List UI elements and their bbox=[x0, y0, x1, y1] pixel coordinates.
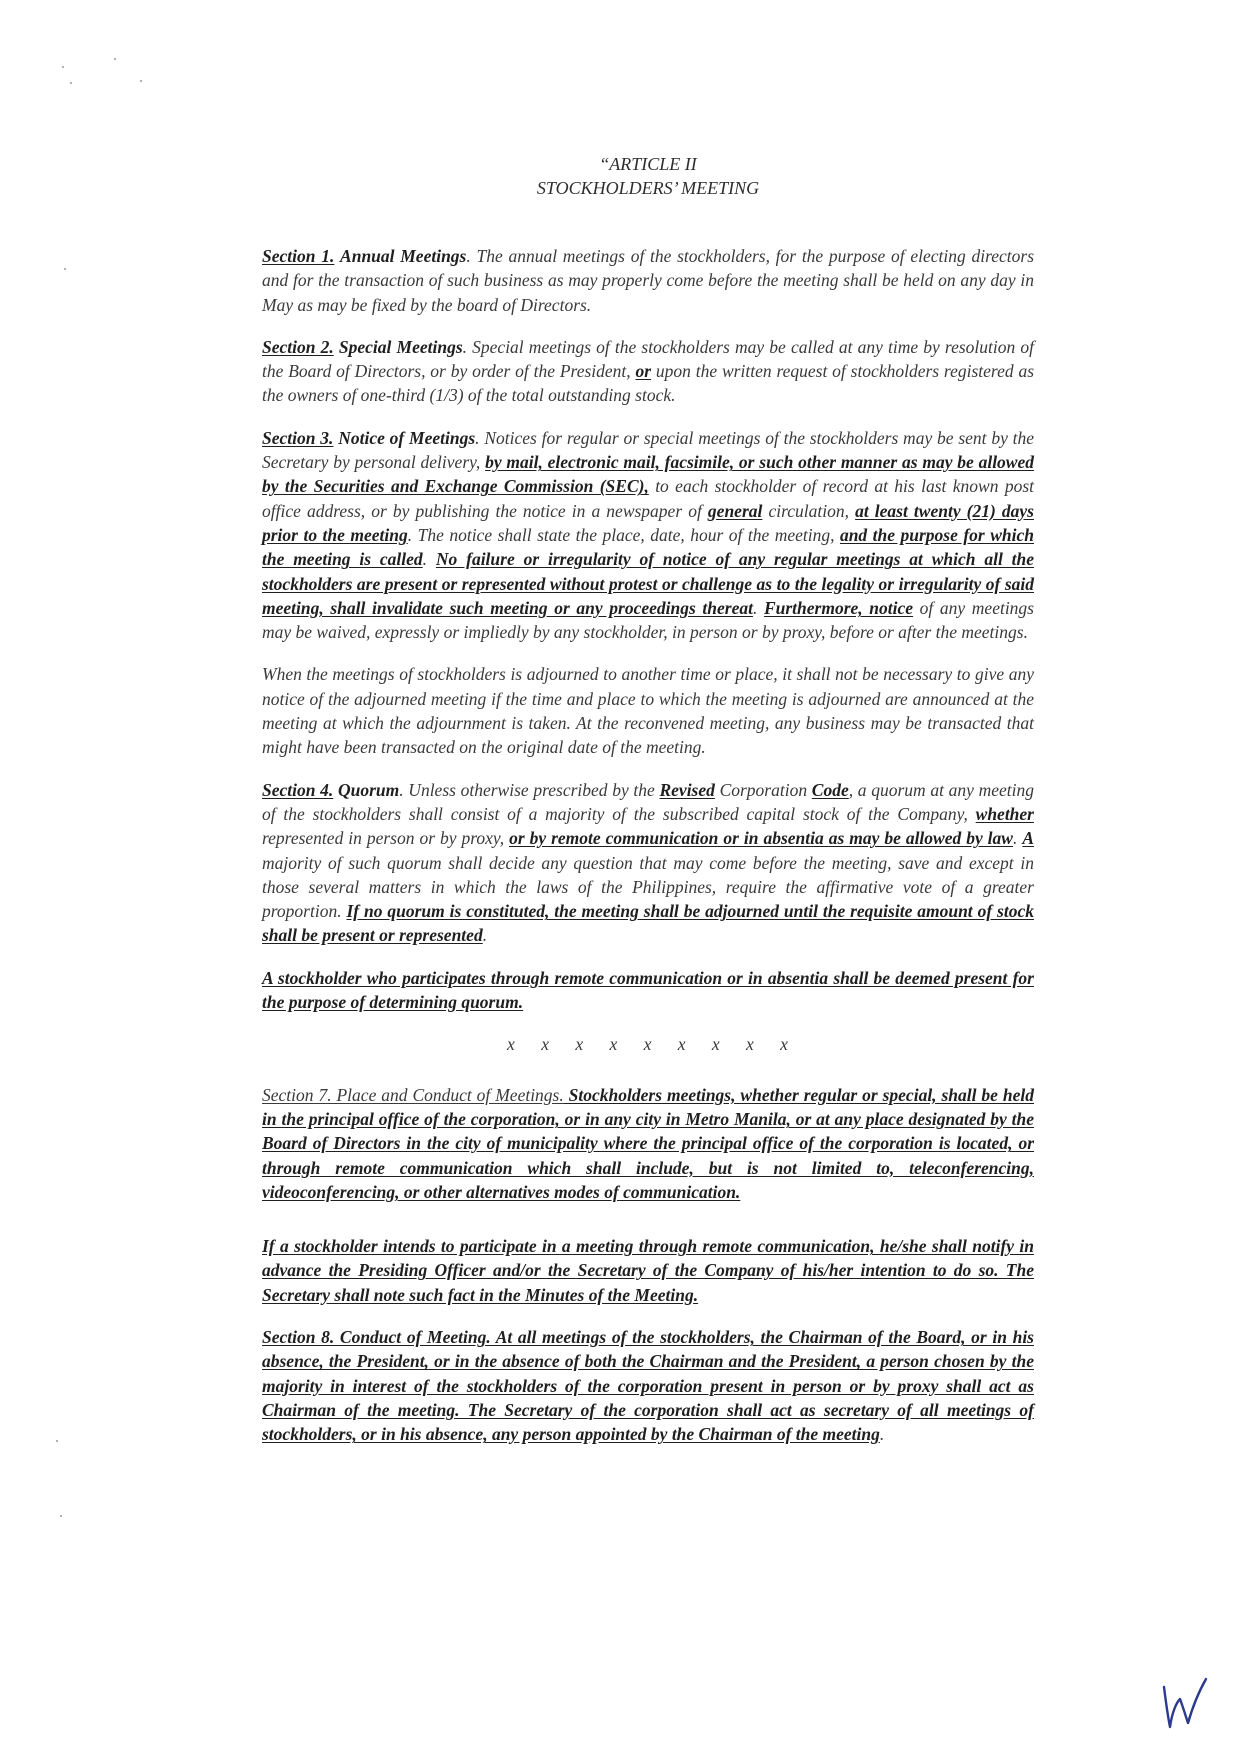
section-7-place-and-conduct bbox=[262, 1083, 1034, 1204]
amendment-text: Furthermore, notice bbox=[763, 597, 914, 618]
section-text: of any meetings may be waived, expressly or impliedly by any stockholder, in person or by proxy, before or after the meetings. bbox=[262, 597, 1034, 643]
amendment-text: Revised bbox=[659, 779, 715, 800]
section-8-conduct-of-meeting bbox=[262, 1325, 1034, 1446]
section-heading: Notice of Meetings bbox=[338, 427, 476, 448]
scan-speck bbox=[114, 58, 116, 60]
section-text: . The annual meetings of the stockholders, for the purpose of electing directors and for the transaction of such business as may properly come before the meeting shall be held on any day in May as may be fixed by the board of Directors. bbox=[262, 246, 1034, 315]
section-label: Section 3. bbox=[262, 427, 334, 448]
amendment-text: Code bbox=[811, 779, 849, 800]
amendment-text: or by remote communication or in absentia as may be allowed by law bbox=[509, 828, 1013, 849]
section-text: upon the written request of stockholders registered as the owners of one-third (1/3) of the total outstanding stock. bbox=[262, 361, 1035, 406]
document-body bbox=[262, 152, 1034, 1464]
section-1-annual-meetings bbox=[262, 244, 1034, 317]
amendment-text: Stockholders meetings, whether regular or special, shall be held in the principal office of the corporation, or in any city in Metro Manila, or at any place designated by the Board of Directors in the city of municipality where the principal office of the corporation is located, or through remote communication which shall include, but is not limited to, teleconferencing, videoconferencing, or other alternatives modes of communication. bbox=[262, 1084, 1034, 1202]
section-text: . bbox=[752, 597, 764, 618]
amendment-text: or bbox=[635, 361, 652, 382]
scan-speck bbox=[62, 66, 64, 68]
section-label: Section 7. Place and Conduct of Meetings. bbox=[262, 1084, 564, 1105]
section-heading: Quorum bbox=[337, 779, 400, 800]
article-title bbox=[262, 152, 1034, 200]
section-text: , a quorum at any meeting of the stockholders shall consist of a majority of the subscribed capital stock of the Company, bbox=[262, 779, 1034, 824]
remote-notification-paragraph: If a stockholder intends to participate in a meeting through remote communication, he/she shall notify in advance the Presiding Officer and/or the Secretary of the Company of his/her intention to do so. The Secretary shall note such fact in the Minutes of the Meeting. bbox=[262, 1236, 1034, 1305]
section-text: represented in person or by proxy, bbox=[262, 828, 510, 849]
section-2-special-meetings bbox=[262, 335, 1034, 408]
section-text: majority of such quorum shall decide any question that may come before the meeting, save and except in those several matters in which the laws of the Philippines, require the affirmative vote of a greater proportion. bbox=[262, 852, 1034, 922]
scan-speck bbox=[60, 1515, 62, 1517]
section-text: to each stockholder of record at his last known post office address, or by publishing the notice in a newspaper of bbox=[262, 476, 1034, 521]
initials-signature bbox=[1156, 1673, 1216, 1733]
section-text: circulation, bbox=[762, 500, 856, 521]
amendment-text: No failure or irregularity of notice of any regular meetings at which all the stockholders are present or represented without protest or challenge as to the legality or irregularity of said meeting, shall invalidate such meeting or any proceedings thereat bbox=[262, 549, 1035, 618]
section-label: Section 1. bbox=[262, 246, 335, 266]
amendment-text: by mail, electronic mail, facsimile, or such other manner as may be allowed by the Securities and Exchange Commission (SEC), bbox=[262, 452, 1034, 497]
section-text: . bbox=[879, 1424, 885, 1445]
amendment-text: A bbox=[1022, 828, 1035, 849]
section-text: . bbox=[1012, 828, 1023, 849]
article-number: “ARTICLE II bbox=[599, 154, 697, 174]
section-heading: Special Meetings bbox=[338, 336, 463, 357]
amendment-text: and the purpose for which the meeting is called bbox=[262, 524, 1034, 570]
section-text: . Unless otherwise prescribed by the bbox=[399, 779, 660, 800]
remote-quorum-paragraph: A stockholder who participates through remote communication or in absentia shall be deemed present for the purpose of determining quorum. bbox=[262, 967, 1034, 1013]
section-label: Section 2. bbox=[262, 336, 334, 357]
section-text: . The notice shall state the place, date, hour of the meeting, bbox=[407, 524, 840, 545]
section-4-quorum bbox=[262, 778, 1034, 948]
amendment-text: If no quorum is constituted, the meeting shall be adjourned until the requisite amount of stock shall be present or represented bbox=[262, 901, 1034, 946]
section-text: . Notices for regular or special meetings of the stockholders may be sent by the Secretary by personal delivery, bbox=[262, 427, 1035, 473]
amendment-text: whether bbox=[975, 803, 1034, 824]
article-heading: STOCKHOLDERS’ MEETING bbox=[536, 178, 760, 198]
section-3-notice-of-meetings bbox=[262, 426, 1034, 645]
scan-speck bbox=[56, 1440, 58, 1442]
amendment-text: at least twenty (21) days prior to the meeting bbox=[262, 500, 1034, 545]
section-text: . bbox=[422, 549, 436, 570]
section-text: . Special meetings of the stockholders may be called at any time by resolution of the Board of Directors, or by order of the President, bbox=[262, 336, 1035, 382]
omission-separator: x x x x x x x x x bbox=[507, 1034, 789, 1055]
section-heading: Annual Meetings bbox=[340, 246, 467, 266]
adjournment-paragraph: When the meetings of stockholders is adjourned to another time or place, it shall not be necessary to give any notice of the adjourned meeting if the time and place to which the meeting is adjourned are announced at the meeting at which the adjournment is taken. At the reconvened meeting, any business may be transacted that might have been transacted on the original date of the meeting. bbox=[262, 664, 1034, 758]
section-text: . bbox=[482, 925, 488, 946]
scan-speck bbox=[140, 80, 142, 82]
scan-speck bbox=[64, 268, 66, 270]
scan-speck bbox=[70, 82, 72, 84]
section-text: Corporation bbox=[714, 779, 812, 800]
amendment-text: Section 8. Conduct of Meeting. At all meetings of the stockholders, the Chairman of the Board, or in his absence, the President, or in the absence of both the Chairman and the President, a person chosen by the majority in interest of the stockholders of the corporation present in person or by proxy shall act as Chairman of the meeting. The Secretary of the corporation shall act as secretary of all meetings of stockholders, or in his absence, any person appointed by the Chairman of the meeting bbox=[262, 1326, 1034, 1445]
section-label: Section 4. bbox=[262, 779, 334, 800]
amendment-text: general bbox=[707, 500, 763, 521]
